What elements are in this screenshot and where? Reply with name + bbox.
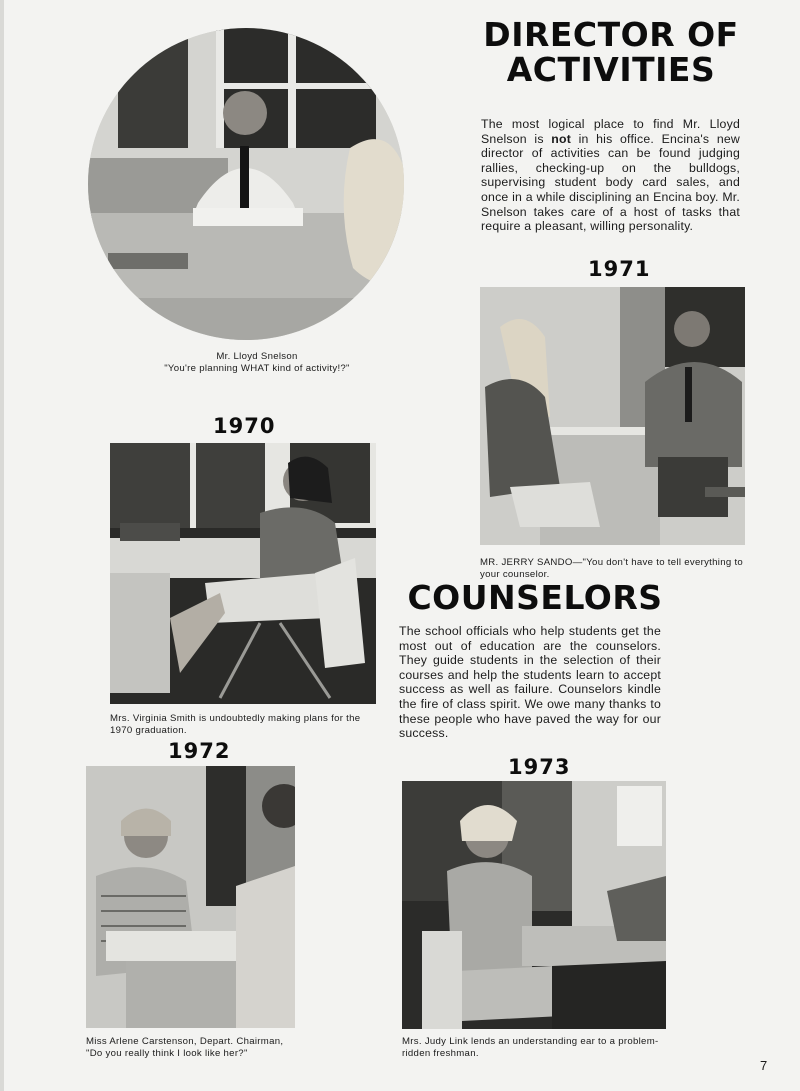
carstenson-caption: Miss Arlene Carstenson, Depart. Chairman, "Do you really think I look like her?" (86, 1036, 284, 1059)
smith-caption: Mrs. Virginia Smith is undoubtedly making plans for the 1970 graduation. (110, 713, 361, 736)
director-heading: DIRECTOR OF ACTIVITIES (483, 15, 739, 89)
snelson-caption-quote: "You're planning WHAT kind of activity!?" (164, 362, 350, 374)
director-paragraph-bold: not (551, 131, 571, 146)
year-1970-label: 1970 (213, 414, 276, 438)
page-number: 7 (760, 1058, 768, 1073)
director-paragraph-start: The most logical place to find Mr. Lloyd Snelson is (481, 117, 740, 146)
link-caption: Mrs. Judy Link lends an understanding ear to a problem-ridden freshman. (402, 1036, 659, 1059)
year-1973-label: 1973 (508, 755, 571, 779)
snelson-photo (88, 28, 404, 340)
director-paragraph (481, 117, 740, 234)
sando-photo (480, 287, 745, 545)
smith-photo (110, 443, 376, 704)
sando-caption: MR. JERRY SANDO—"You don't have to tell everything to your counselor. (480, 557, 744, 580)
counselors-heading: COUNSELORS (407, 578, 663, 617)
director-paragraph-end: in his office. Encina's new director of activities can be found judging rallies, checking-up on the bulldogs, supervising student body card sales, and once in a while disciplining an Encina boy. Mr. Snelson takes care of a host of tasks that require a pleasant, willing personality. (481, 131, 740, 234)
snelson-caption-name: Mr. Lloyd Snelson (216, 351, 298, 362)
year-1971-label: 1971 (588, 257, 651, 281)
page-edge (0, 0, 4, 1091)
link-photo (402, 781, 666, 1029)
carstenson-photo (86, 766, 295, 1028)
year-1972-label: 1972 (168, 739, 231, 763)
snelson-caption (112, 351, 402, 374)
counselors-paragraph: The school officials who help students get the most out of education are the counselors. They guide students in the selection of their courses and help the students learn to accept success as well as failure. Counselors kindle the fire of class spirit. We owe many thanks to these people who have paved the way for our success. (399, 624, 661, 741)
